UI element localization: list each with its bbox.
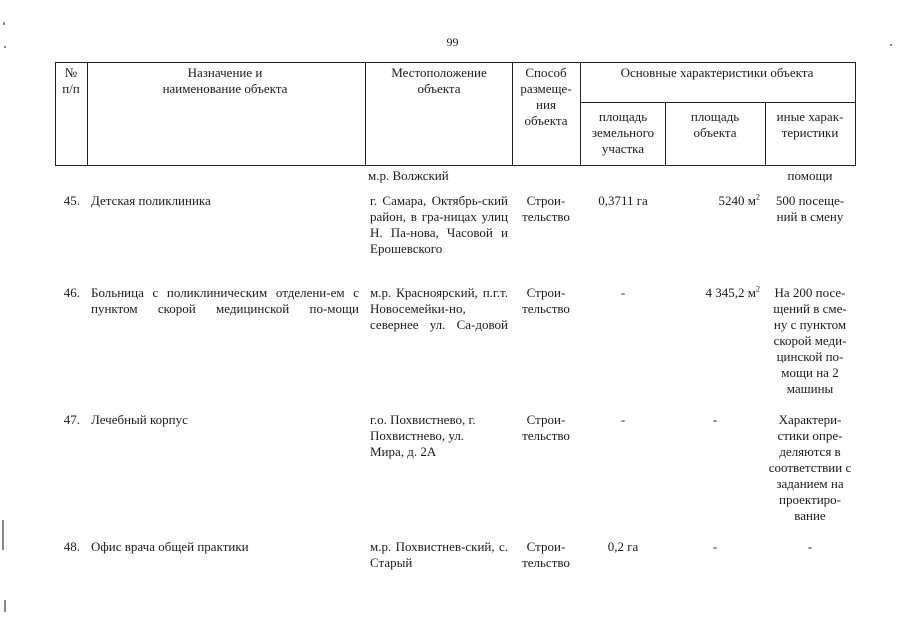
row-45-object-area-value: 5240 м <box>718 193 756 208</box>
row-47-location: г.о. Похвистнево, г. Похвистнево, ул. Мира, д. 2А <box>370 412 476 459</box>
row-46-num: 46. <box>63 285 80 300</box>
row-45-name: Детская поликлиника <box>91 193 211 208</box>
header-name: Назначение и наименование объекта <box>162 65 288 96</box>
scan-speck <box>890 44 892 46</box>
row-46-object-area-value: 4 345,2 м <box>705 285 756 300</box>
row-46-land-area: - <box>620 285 626 300</box>
col-divider-1 <box>55 62 56 166</box>
col-divider-4 <box>512 62 513 166</box>
continuation-other: помощи <box>787 168 833 183</box>
row-48-location: м.р. Похвистнев-ский, с. Старый <box>370 539 508 570</box>
row-46-object-area-unit-sup: 2 <box>756 284 760 294</box>
row-45-num: 45. <box>63 193 80 208</box>
row-48-num: 48. <box>63 539 80 554</box>
header-other: иные харак-теристики <box>776 109 844 140</box>
header-method: Способ размеще-ния объекта <box>520 65 572 128</box>
page-number: 99 <box>446 35 459 49</box>
row-48-object-area: - <box>712 539 718 554</box>
col-divider-3 <box>365 62 366 166</box>
header-num: № п/п <box>62 65 80 96</box>
row-45-method: Строи-тельство <box>522 193 570 224</box>
scan-speck <box>2 520 4 550</box>
continuation-location: м.р. Волжский <box>368 168 449 183</box>
col-divider-2 <box>87 62 88 166</box>
row-47-method: Строи-тельство <box>522 412 570 443</box>
row-48-land-area: 0,2 га <box>607 539 639 554</box>
row-46-location: м.р. Красноярский, п.г.т. Новосемейки-но, севернее ул. Са-довой <box>370 285 508 332</box>
table-top-border <box>55 62 855 63</box>
row-46-method: Строи-тельство <box>522 285 570 316</box>
header-bottom-border <box>55 165 855 166</box>
col-divider-6 <box>665 102 666 166</box>
row-45-object-area <box>670 193 760 209</box>
row-47-land-area: - <box>620 412 626 427</box>
row-48-method: Строи-тельство <box>522 539 570 570</box>
row-45-land-area: 0,3711 га <box>598 193 648 208</box>
row-45-location: г. Самара, Октябрь-ский район, в гра-ницах улиц Н. Па-нова, Часовой и Ерошевского <box>370 193 508 256</box>
subheader-divider <box>580 102 855 103</box>
scan-speck <box>3 22 5 25</box>
scan-speck <box>4 46 6 48</box>
row-48-other: - <box>807 539 813 554</box>
header-location: Местоположение объекта <box>391 65 487 96</box>
row-47-other: Характери-стики опре-деляются в соответствии с заданием на проектиро-вание <box>768 412 852 523</box>
row-45-other: 500 посеще-ний в смену <box>775 193 845 224</box>
row-46-other: На 200 посе-щений в сме-ну с пунктом скорой меди-цинской по-мощи на 2 машины <box>773 285 847 396</box>
row-47-object-area: - <box>712 412 718 427</box>
header-main: Основные характеристики объекта <box>620 65 814 80</box>
row-48-name: Офис врача общей практики <box>91 539 249 554</box>
row-46-name: Больница с поликлиническим отделени-ем с пунктом скорой медицинской по-мощи <box>91 285 359 316</box>
col-divider-8 <box>855 62 856 166</box>
header-land-area: площадь земельного участка <box>591 109 655 156</box>
row-47-num: 47. <box>63 412 80 427</box>
row-46-object-area <box>670 285 760 301</box>
row-47-name: Лечебный корпус <box>91 412 188 427</box>
scan-speck <box>4 600 6 612</box>
row-45-object-area-unit-sup: 2 <box>756 192 760 202</box>
header-object-area: площадь объекта <box>690 109 740 140</box>
col-divider-7 <box>765 102 766 166</box>
col-divider-5 <box>580 62 581 166</box>
